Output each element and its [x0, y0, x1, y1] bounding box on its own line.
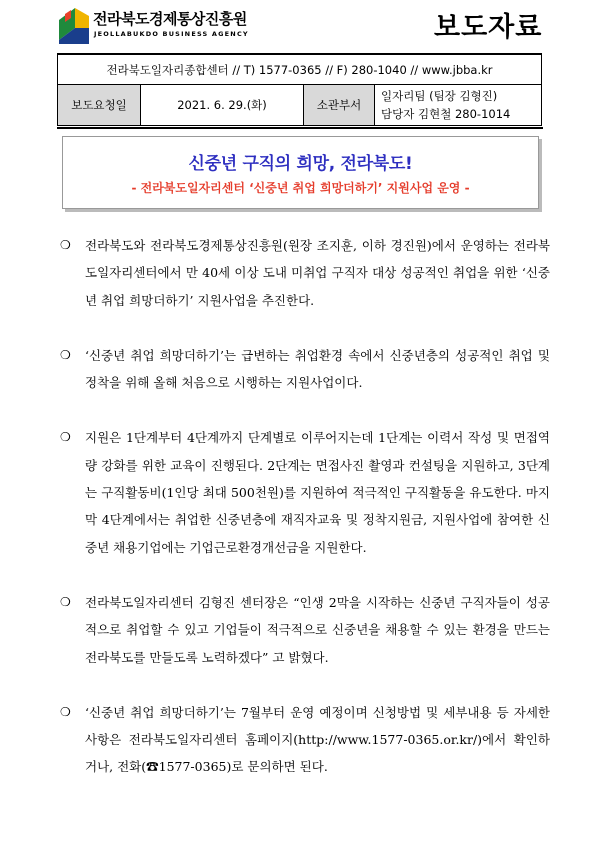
bullet-icon: ❍ — [60, 430, 71, 445]
bullet-icon: ❍ — [60, 347, 71, 362]
paragraph-text: ‘신중년 취업 희망더하기’는 급변하는 취업환경 속에서 신중년층의 성공적인 취업 및 정착을 위해 올해 처음으로 시행하는 지원사업이다. — [85, 347, 550, 391]
page-header — [0, 0, 600, 55]
agency-logo-icon — [57, 6, 91, 46]
bullet-icon: ❍ — [60, 238, 71, 252]
paragraph-text: 전라북도와 전라북도경제통상진흥원(원장 조지훈, 이하 경진원)에서 운영하는 전라북도일자리센터에서 만 40세 이상 도내 미취업 구직자 대상 성공적인 취업을 위한 ‘신중년 취업 희망더하기’ 지원사업을 추진한다. — [85, 238, 550, 308]
paragraph — [60, 424, 550, 560]
paragraph-text: ‘신중년 취업 희망더하기’는 7월부터 운영 예정이며 신청방법 및 세부내용 등 자세한 사항은 전라북도일자리센터 홈페이지(http://www.1577-0365.or.kr/)에서 확인하거나, 전화(☎1577-0365)로 문의하면 된다. — [85, 704, 550, 775]
paragraph — [60, 232, 550, 314]
dept-contact: 담당자 김현철 280-1014 — [381, 107, 511, 121]
date-value: 2021. 6. 29.(화) — [141, 85, 304, 126]
headline-title: 신중년 구직의 희망, 전라북도! — [188, 154, 413, 174]
paragraph-text: 지원은 1단계부터 4단계까지 단계별로 이루어지는데 1단계는 이력서 작성 및 면접역량 강화를 위한 교육이 진행된다. 2단계는 면접사진 촬영과 컨설팅을 지원하고, 3단계는 구직활동비(1인당 최대 500천원)를 지원하여 적극적인 구직활동을 유도한다. 마지막 4단계에서는 취업한 신중년층에 재직자교육 및 정착지원금, 지원사업에 참여한 신중년 채용기업에는 기업근로환경개선금을 지원한다. — [85, 430, 550, 555]
bullet-icon: ❍ — [60, 704, 71, 719]
date-label: 보도요청일 — [58, 85, 141, 126]
bullet-icon: ❍ — [60, 594, 71, 609]
dept-value — [375, 85, 542, 126]
headline-subtitle: - 전라북도일자리센터 ‘신중년 취업 희망더하기’ 지원사업 운영 - — [131, 181, 470, 195]
headline-box — [62, 136, 539, 209]
info-table — [57, 53, 542, 126]
article-body — [60, 232, 550, 781]
org-name-ko: 전라북도경제통상진흥원 — [93, 10, 247, 28]
paragraph-text: 전라북도일자리센터 김형진 센터장은 “인생 2막을 시작하는 신중년 구직자들이 성공적으로 취업할 수 있고 기업들이 적극적으로 신중년을 채용할 수 있는 환경을 만드는 전라북도를 만들도록 노력하겠다” 고 밝혔다. — [85, 594, 550, 665]
table-bottom-rule — [57, 127, 543, 129]
paragraph — [60, 342, 550, 397]
contact-line: 전라북도일자리종합센터 // T) 1577-0365 // F) 280-1040 // www.jbba.kr — [58, 54, 542, 85]
doc-type-title: 보도자료 — [434, 12, 543, 43]
dept-label: 소관부서 — [304, 85, 375, 126]
paragraph — [60, 699, 550, 781]
paragraph — [60, 589, 550, 671]
dept-team: 일자리팀 (팀장 김형진) — [381, 89, 498, 103]
org-name-en: JEOLLABUKDO BUSINESS AGENCY — [94, 30, 249, 38]
